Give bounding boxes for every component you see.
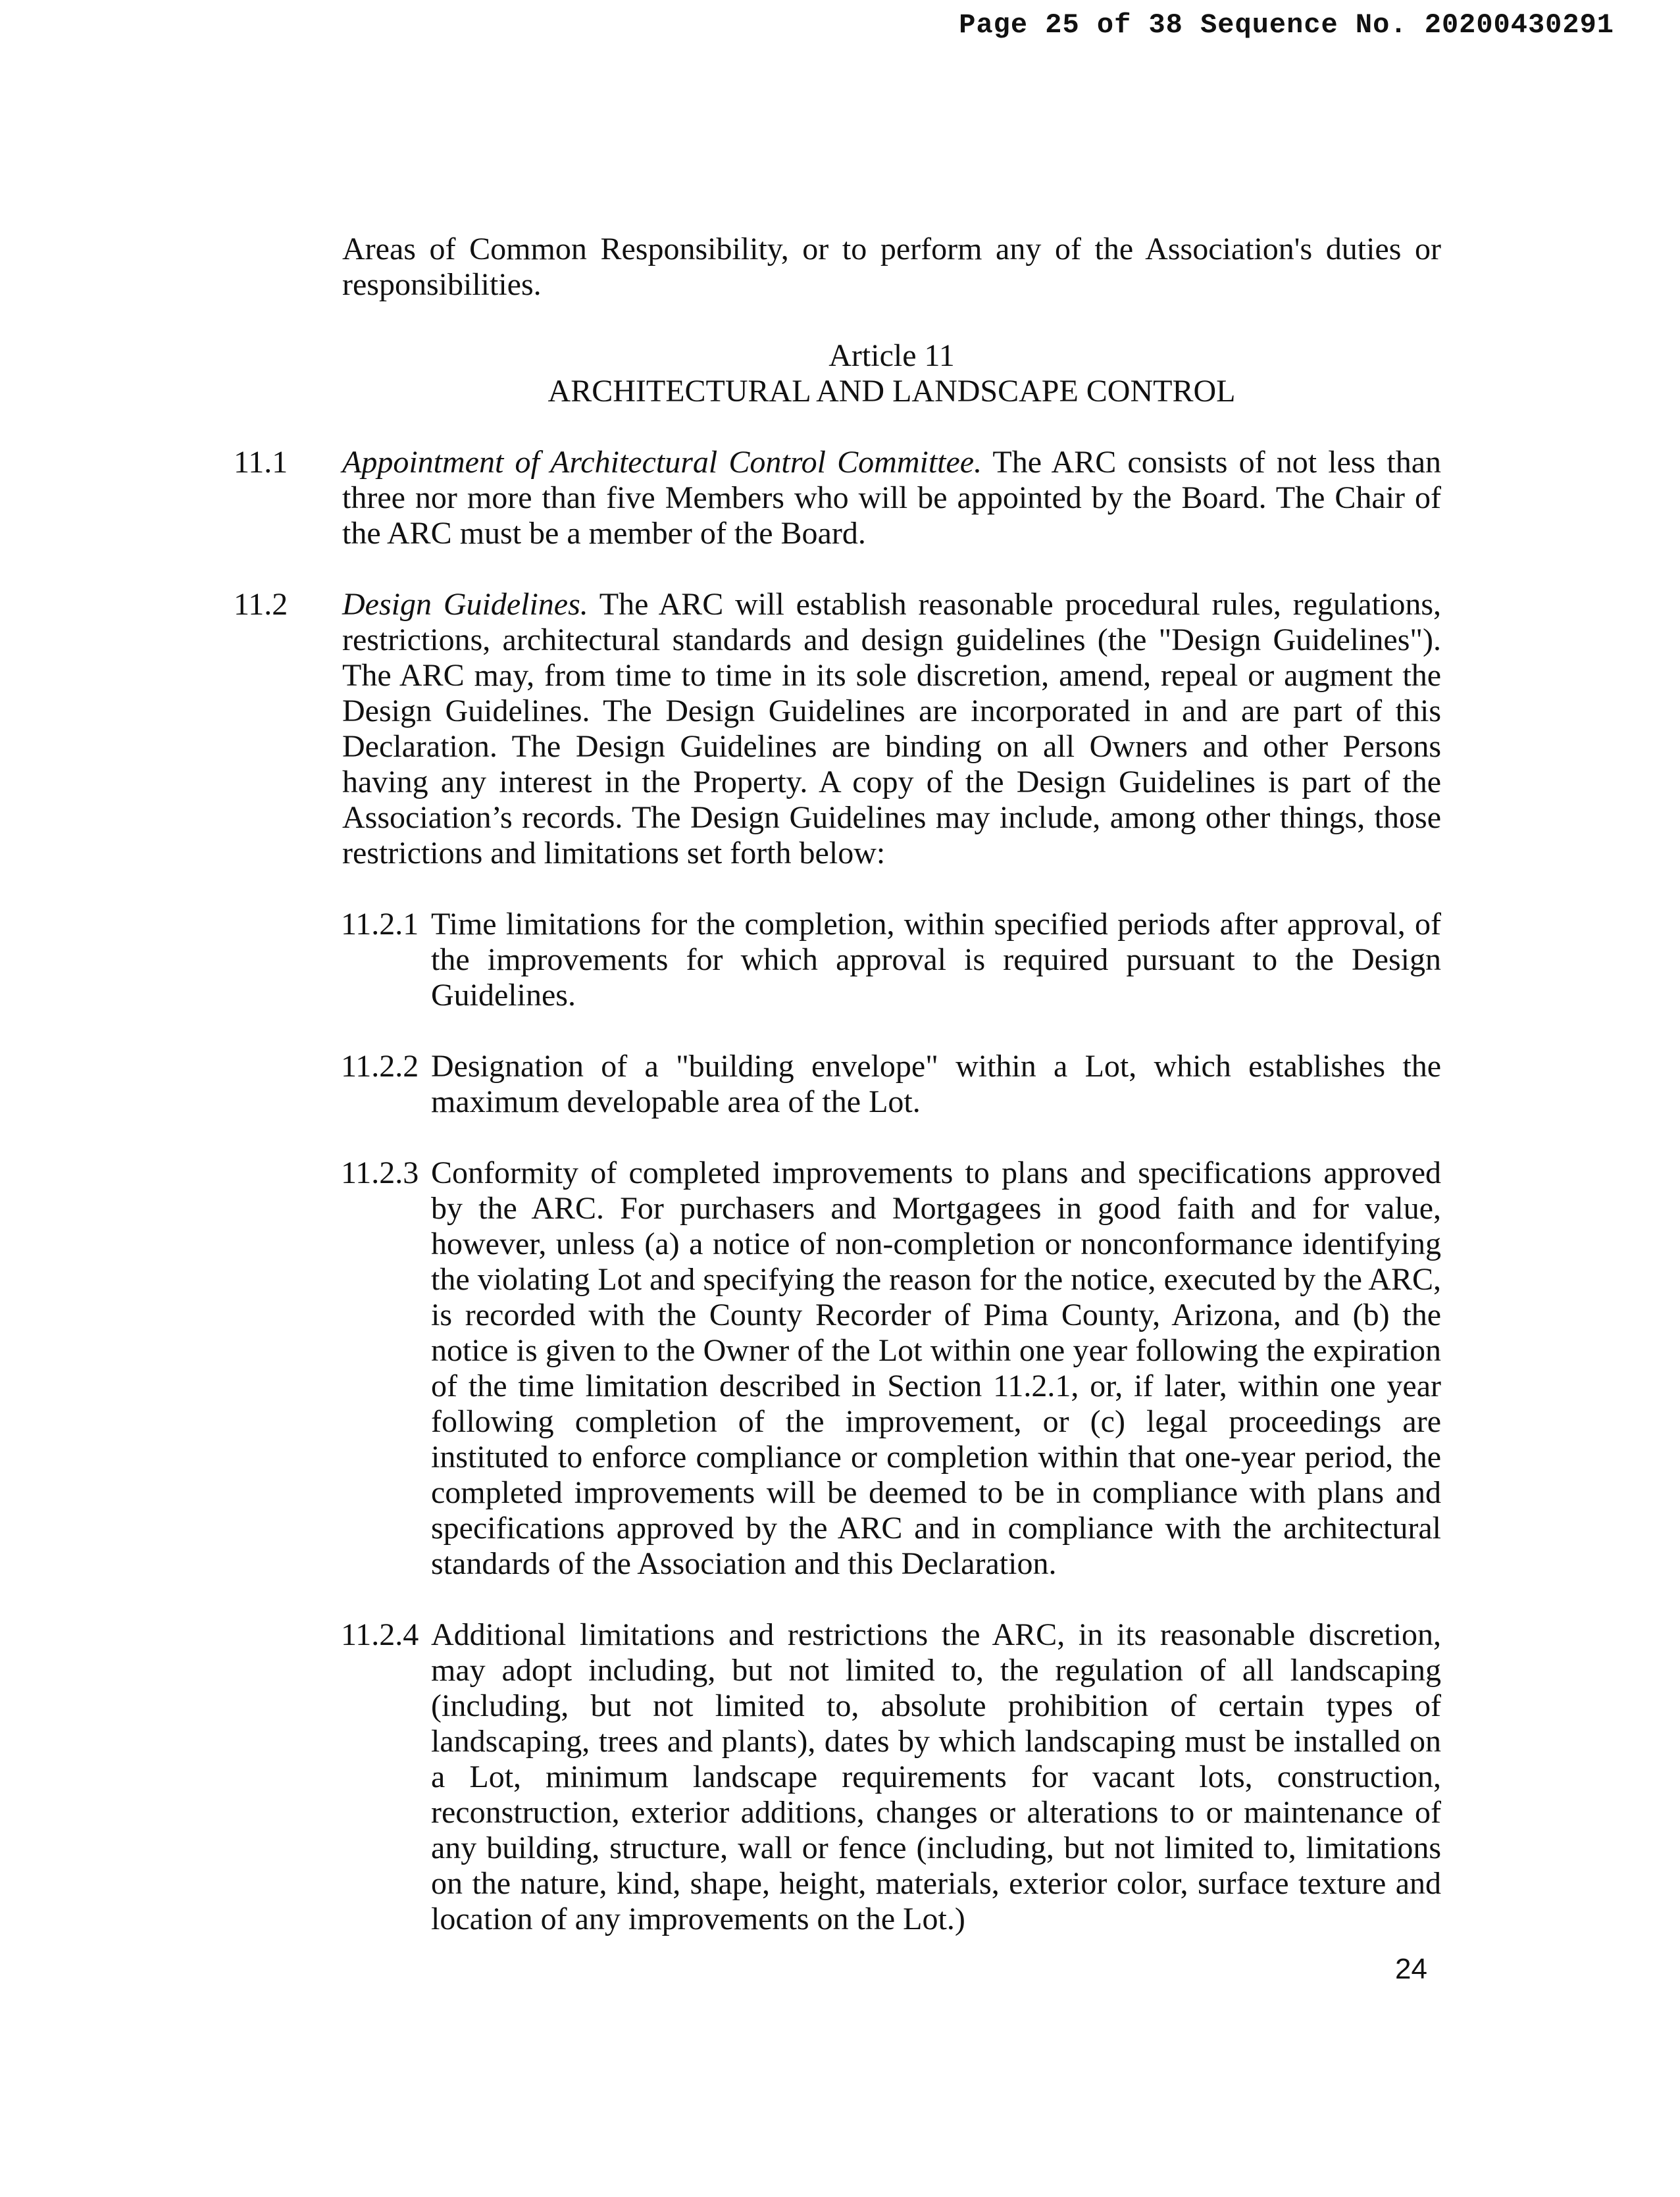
section-11-1 xyxy=(0,445,1680,551)
article-number: Article 11 xyxy=(828,338,955,373)
page-sequence-header: Page 25 of 38 Sequence No. 20200430291 xyxy=(959,9,1614,41)
section-body xyxy=(342,587,1441,871)
section-number: 11.1 xyxy=(234,445,288,480)
section-11-2 xyxy=(0,587,1680,871)
subsection-text: Conformity of completed improvements to plans and specifications approved by the ARC. For purchasers and Mortgagees in good faith and for value, however, unless (a) a notice of non-completion or nonconformance identifying the violating Lot and specifying the reason for the notice, executed by the ARC, is recorded with the County Recorder of Pima County, Arizona, and (b) the notice is given to the Owner of the Lot within one year following the expiration of the time limitation described in Section 11.2.1, or, if later, within one year following completion of the improvement, or (c) legal proceedings are instituted to enforce compliance or completion within that one-year period, the completed improvements will be deemed to be in compliance with plans and specifications approved by the ARC and in compliance with the architectural standards of the Association and this Declaration. xyxy=(431,1155,1441,1581)
subsection-11-2-1 xyxy=(0,907,1680,1013)
subsection-number: 11.2.1 xyxy=(341,907,419,942)
subsection-text: Designation of a "building envelope" within a Lot, which establishes the maximum developable area of the Lot. xyxy=(431,1049,1441,1119)
intro-paragraph: Areas of Common Responsibility, or to perform any of the Association's duties or responsibilities. xyxy=(342,232,1441,302)
section-body xyxy=(342,445,1441,551)
subsection-number: 11.2.2 xyxy=(341,1049,419,1084)
subsection-text: Time limitations for the completion, within specified periods after approval, of the improvements for which approval is required pursuant to the Design Guidelines. xyxy=(431,907,1441,1013)
section-text: The ARC will establish reasonable procedural rules, regulations, restrictions, architectural standards and design guidelines (the "Design Guidelines"). The ARC may, from time to time in its sole discretion, amend, repeal or augment the Design Guidelines. The Design Guidelines are incorporated in and are part of this Declaration. The Design Guidelines are binding on all Owners and other Persons having any interest in the Property. A copy of the Design Guidelines is part of the Association’s records. The Design Guidelines may include, among other things, those restrictions and limitations set forth below: xyxy=(342,587,1441,871)
subsection-text: Additional limitations and restrictions the ARC, in its reasonable discretion, may adopt including, but not limited to, the regulation of all landscaping (including, but not limited to, absolute prohibition of certain types of landscaping, trees and plants), dates by which landscaping must be installed on a Lot, minimum landscape requirements for vacant lots, construction, reconstruction, exterior additions, changes or alterations to or maintenance of any building, structure, wall or fence (including, but not limited to, limitations on the nature, kind, shape, height, materials, exterior color, surface texture and location of any improvements on the Lot.) xyxy=(431,1617,1441,1936)
section-text: The ARC consists of not less than three nor more than five Members who will be appointed by the Board. The Chair of the ARC must be a member of the Board. xyxy=(342,445,1442,551)
article-heading xyxy=(342,338,1441,409)
subsection-11-2-4 xyxy=(0,1617,1680,1937)
subsection-11-2-2 xyxy=(0,1049,1680,1120)
article-title: ARCHITECTURAL AND LANDSCAPE CONTROL xyxy=(547,374,1236,409)
subsection-number: 11.2.3 xyxy=(341,1155,419,1190)
document-body xyxy=(0,232,1680,1937)
subsection-11-2-3 xyxy=(0,1155,1680,1582)
section-title: Appointment of Architectural Control Committee. xyxy=(342,445,982,480)
section-title: Design Guidelines. xyxy=(342,587,588,622)
subsection-number: 11.2.4 xyxy=(341,1617,419,1652)
page-number: 24 xyxy=(1395,1953,1427,1985)
section-number: 11.2 xyxy=(234,587,288,622)
